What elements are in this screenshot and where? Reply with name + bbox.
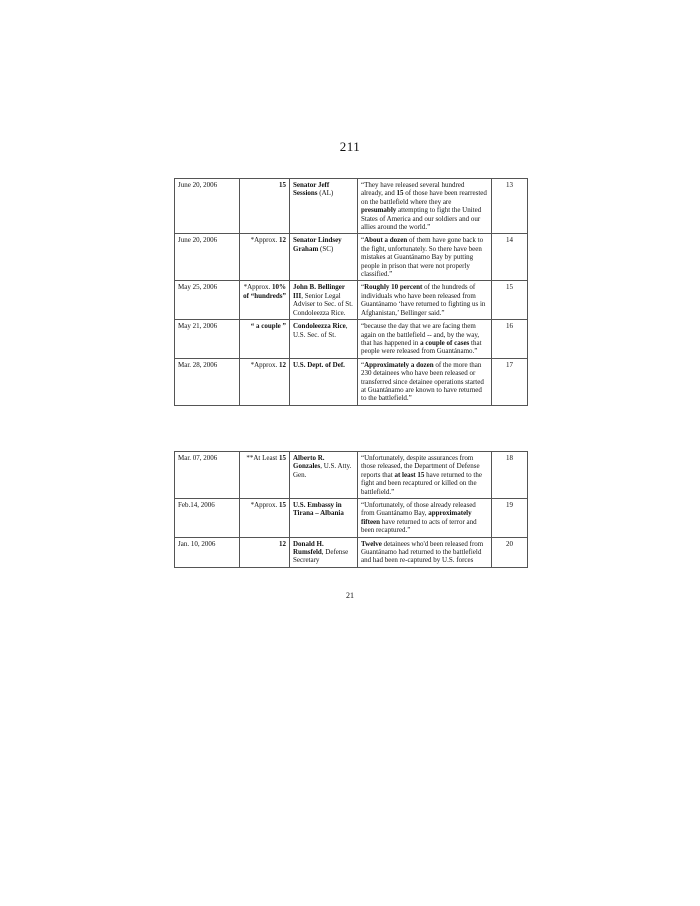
text-run: “ — [361, 360, 365, 369]
bold-text-run: 12 — [279, 539, 286, 548]
text-run: *Approx. — [250, 236, 279, 245]
bold-text-run: Senator Lindsey Graham — [293, 236, 342, 253]
text-run: *Approx. — [243, 283, 272, 292]
text-run: have returned to the fight and been recaptured or killed on the battlefield.” — [361, 470, 482, 496]
count-cell — [240, 358, 290, 405]
table-row — [175, 452, 528, 499]
text-run: , U.S. Sec. of St. — [293, 322, 348, 339]
text-run: “They have released several hundred already, and — [361, 181, 465, 198]
text-run: , U.S. Atty. Gen. — [293, 462, 352, 479]
table-row — [175, 179, 528, 234]
quote-cell — [358, 179, 492, 234]
source-cell — [290, 452, 358, 499]
bold-text-run: U.S. Dept. of Def. — [293, 360, 345, 369]
date-cell: June 20, 2006 — [175, 234, 240, 281]
text-run: “because the day that we are facing them again on the battlefield -- and, by the way, that has happened in — [361, 322, 480, 347]
text-run: (SC) — [318, 244, 334, 253]
source-cell — [290, 320, 358, 359]
bold-text-run: “ a couple ” — [250, 322, 286, 331]
date-cell: Mar. 28, 2006 — [175, 358, 240, 405]
bold-text-run: 15 — [396, 189, 404, 198]
quotes-table-1-body — [175, 179, 528, 406]
bold-text-run: John B. Bellinger III — [293, 283, 345, 300]
bold-text-run: 15 — [279, 181, 286, 189]
text-run: that people were released from Guantánamo.” — [361, 338, 482, 356]
quote-cell — [358, 320, 492, 359]
table-row — [175, 499, 528, 538]
text-run: attempting to fight the United States of America and our soldiers and our allies around the world.” — [361, 206, 482, 232]
count-cell — [240, 320, 290, 359]
reference-number-cell: 18 — [492, 452, 528, 499]
quote-cell — [358, 281, 492, 320]
bold-text-run: approximately fifteen — [361, 509, 472, 526]
table-row — [175, 320, 528, 359]
date-cell: Jan. 10, 2006 — [175, 537, 240, 567]
quote-cell — [358, 452, 492, 499]
reference-number-cell: 17 — [492, 358, 528, 405]
bold-text-run: 10% of “hundreds” — [243, 283, 286, 300]
bold-text-run: presumably — [361, 206, 397, 215]
bold-text-run: 15 — [279, 454, 286, 462]
reference-number-cell: 19 — [492, 499, 528, 538]
source-cell — [290, 281, 358, 320]
bold-text-run: Condoleezza Rice — [293, 322, 346, 331]
page-header-number: 211 — [339, 139, 361, 154]
bold-text-run: U.S. Embassy in Tirana – Albania — [293, 501, 344, 518]
date-cell: Feb.14, 2006 — [175, 499, 240, 538]
reference-number-cell: 13 — [492, 179, 528, 234]
text-run: , Senior Legal Adviser to Sec. of St. Condoleezza Rice. — [293, 291, 353, 317]
text-run: “ — [361, 283, 365, 292]
table-row — [175, 281, 528, 320]
reference-number-cell: 16 — [492, 320, 528, 359]
quotes-table-1 — [174, 178, 528, 406]
source-cell — [290, 234, 358, 281]
source-cell — [290, 499, 358, 538]
reference-number-cell: 15 — [492, 281, 528, 320]
quote-cell — [358, 358, 492, 405]
quotes-table-2-body — [175, 452, 528, 568]
text-run: **At Least — [246, 454, 279, 462]
text-run: detainees who'd been released from Guantánamo had returned to the battlefield and had been re-captured by U.S. forces — [361, 539, 484, 565]
count-cell — [240, 179, 290, 234]
text-run: “ — [361, 236, 365, 245]
text-run: of the hundreds of individuals who have been released from Guantánamo ‘have returned to fighting us in Afghanistan,’ Bellinger said.” — [361, 283, 486, 317]
date-cell: June 20, 2006 — [175, 179, 240, 234]
reference-number-cell: 14 — [492, 234, 528, 281]
date-cell: Mar. 07, 2006 — [175, 452, 240, 499]
bold-text-run: Approximately a dozen — [364, 360, 434, 369]
source-cell — [290, 358, 358, 405]
table-row — [175, 358, 528, 405]
reference-number-cell: 20 — [492, 537, 528, 567]
quote-cell — [358, 537, 492, 567]
text-run: (AL) — [317, 189, 334, 198]
text-run: “Unfortunately, despite assurances from those released, the Department of Defense reports that — [361, 454, 480, 479]
text-run: *Approx. — [250, 360, 279, 369]
text-run: of the more than 230 detainees who have been released or transferred since detainee operations started at Guantánamo are known to have returned to the battlefield.” — [361, 360, 484, 403]
page-footer-number: 21 — [346, 591, 354, 600]
count-cell — [240, 499, 290, 538]
bold-text-run: 15 — [279, 501, 286, 510]
date-cell: May 25, 2006 — [175, 281, 240, 320]
date-cell: May 21, 2006 — [175, 320, 240, 359]
bold-text-run: Donald H. Rumsfeld — [293, 539, 324, 557]
bold-text-run: at least 15 — [394, 470, 425, 479]
quote-cell — [358, 499, 492, 538]
count-cell — [240, 452, 290, 499]
source-cell — [290, 537, 358, 567]
bold-text-run: 12 — [279, 236, 286, 245]
text-run: , Defense Secretary — [293, 548, 349, 565]
source-cell — [290, 179, 358, 234]
quote-cell — [358, 234, 492, 281]
count-cell — [240, 234, 290, 281]
text-run: of them have gone back to the fight, unfortunately. So there have been mistakes at Guantánamo Bay by putting people in prison that were not properly classified.” — [361, 236, 484, 279]
text-run: “Unfortunately, of those already released from Guantánamo Bay, — [361, 501, 476, 518]
bold-text-run: a couple of cases — [420, 338, 470, 347]
table-row — [175, 234, 528, 281]
bold-text-run: Alberto R. Gonzales — [293, 454, 325, 471]
text-run: *Approx. — [250, 501, 279, 510]
bold-text-run: Senator Jeff Sessions — [293, 181, 330, 198]
count-cell — [240, 537, 290, 567]
count-cell — [240, 281, 290, 320]
bold-text-run: About a dozen — [364, 236, 408, 245]
bold-text-run: Roughly 10 percent — [364, 283, 423, 292]
table-row — [175, 537, 528, 567]
text-run: have returned to acts of terror and been recaptured.” — [361, 517, 477, 535]
text-run: of those have been rearrested on the battlefield where they are — [361, 189, 487, 206]
bold-text-run: Twelve — [361, 539, 382, 548]
quotes-table-2 — [174, 451, 528, 568]
bold-text-run: 12 — [279, 360, 286, 369]
